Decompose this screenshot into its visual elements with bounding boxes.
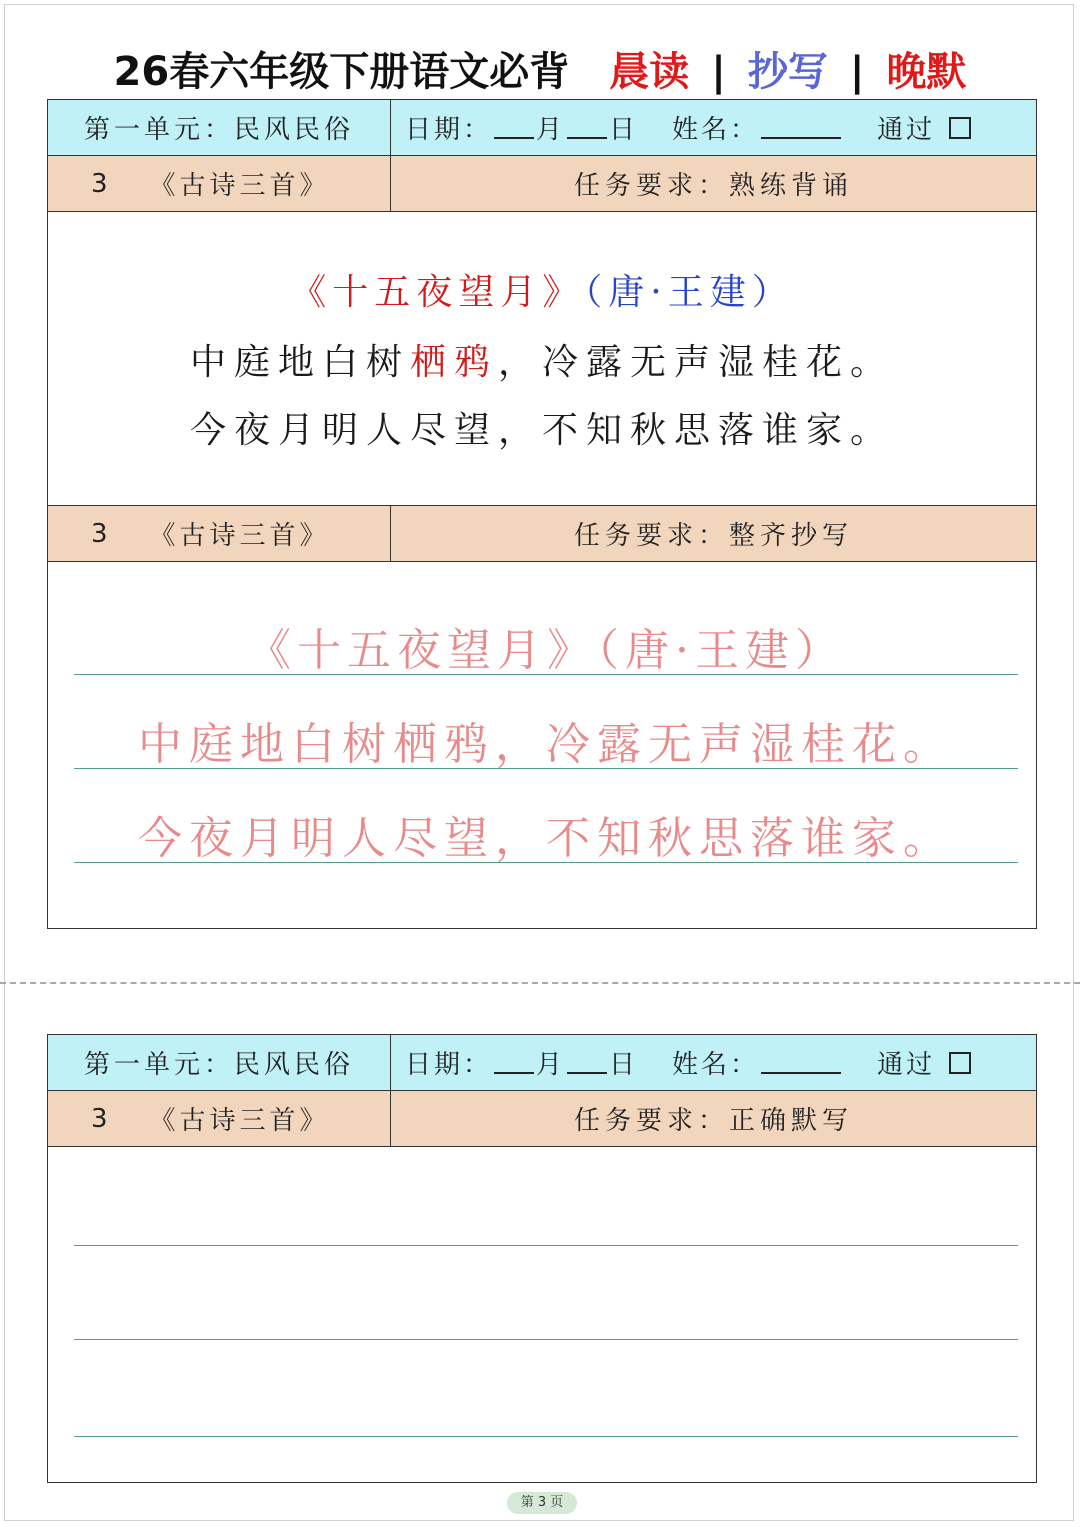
- title-mode-copy: 抄写: [747, 49, 828, 95]
- lesson-number: 3: [91, 1103, 112, 1134]
- task-row-copy: [48, 506, 1036, 562]
- page-number-badge: 第 3 页: [507, 1492, 577, 1514]
- task-requirement-recite: 任务要求：正确默写: [573, 1106, 853, 1136]
- writing-rule: [74, 674, 1018, 675]
- copy-area[interactable]: [48, 562, 1036, 926]
- poem-title: 《十五夜望月》: [290, 272, 585, 313]
- month-blank[interactable]: [494, 1052, 534, 1074]
- worksheet-block-recite: [47, 1034, 1037, 1483]
- task-row-read: [48, 156, 1036, 212]
- task-requirement-read: 任务要求：熟练背诵: [573, 171, 853, 201]
- date-label: 日期：: [405, 115, 493, 145]
- info-row: [48, 1035, 1036, 1091]
- poem-line-1-part-a: 中庭地白树: [189, 342, 410, 383]
- name-blank[interactable]: [761, 1052, 841, 1074]
- task-requirement-copy: 任务要求：整齐抄写: [573, 521, 853, 551]
- lesson-cell: [48, 506, 391, 561]
- lesson-number: 3: [91, 518, 112, 549]
- name-label: 姓名：: [672, 115, 760, 145]
- day-label: 日: [609, 1050, 639, 1080]
- lesson-title: 《古诗三首》: [149, 171, 330, 201]
- poem-author: （唐·王建）: [584, 272, 794, 313]
- date-label: 日期：: [405, 1050, 493, 1080]
- cut-line: [0, 982, 1080, 984]
- title-separator: |: [849, 49, 865, 95]
- info-fields: [391, 1035, 1036, 1090]
- unit-label: 第一单元：民风民俗: [48, 1035, 391, 1090]
- writing-rule: [74, 1245, 1018, 1246]
- trace-line-1: 中庭地白树栖鸦，冷露无声湿桂花。: [138, 719, 954, 770]
- name-blank[interactable]: [761, 117, 841, 139]
- lesson-cell: [48, 1091, 391, 1146]
- lesson-cell: [48, 156, 391, 211]
- lesson-title: 《古诗三首》: [149, 521, 330, 551]
- unit-label: 第一单元：民风民俗: [48, 100, 391, 155]
- title-main: 26春六年级下册语文必背: [113, 49, 570, 95]
- pass-label: 通过: [877, 115, 936, 145]
- title-separator: |: [711, 49, 726, 95]
- poem-title-line: [48, 264, 1036, 315]
- writing-rule: [74, 768, 1018, 769]
- poem-highlight-word: 栖鸦: [409, 342, 498, 383]
- dictation-area[interactable]: [48, 1147, 1036, 1481]
- title-mode-recite: 晚默: [886, 49, 967, 95]
- task-row-recite: [48, 1091, 1036, 1147]
- trace-line-2: 今夜月明人尽望，不知秋思落谁家。: [138, 813, 954, 864]
- day-label: 日: [609, 115, 639, 145]
- writing-rule: [74, 1339, 1018, 1340]
- writing-rule: [74, 1436, 1018, 1437]
- poem-line-1-part-b: ，冷露无声湿桂花。: [498, 342, 895, 383]
- lesson-title: 《古诗三首》: [149, 1106, 330, 1136]
- info-fields: [391, 100, 1036, 155]
- lesson-number: 3: [91, 168, 112, 199]
- reading-area: [48, 212, 1036, 506]
- month-label: 月: [536, 1050, 566, 1080]
- writing-rule: [74, 862, 1018, 863]
- month-label: 月: [536, 115, 566, 145]
- trace-title-line: 《十五夜望月》（唐·王建）: [247, 625, 845, 676]
- name-label: 姓名：: [672, 1050, 760, 1080]
- month-blank[interactable]: [494, 117, 534, 139]
- day-blank[interactable]: [567, 1052, 607, 1074]
- page-title: [0, 44, 1080, 100]
- pass-checkbox[interactable]: [949, 117, 971, 139]
- day-blank[interactable]: [567, 117, 607, 139]
- poem-line-1: [48, 334, 1036, 385]
- poem-line-2: 今夜月明人尽望，不知秋思落谁家。: [189, 410, 894, 451]
- pass-checkbox[interactable]: [949, 1052, 971, 1074]
- worksheet-block-read-copy: [47, 99, 1037, 929]
- title-mode-read: 晨读: [609, 49, 690, 95]
- info-row: [48, 100, 1036, 156]
- pass-label: 通过: [877, 1050, 936, 1080]
